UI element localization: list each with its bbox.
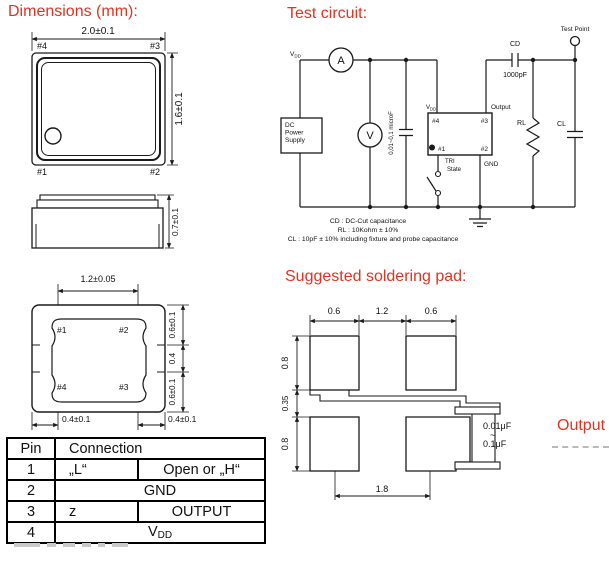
bottom-view-top-dim-label: 1.2±0.05 xyxy=(80,274,116,284)
gnd-label: GND xyxy=(484,161,499,168)
cap-value-line3: 0.1μF xyxy=(483,439,507,449)
pin2-connection: GND xyxy=(55,480,265,501)
tri-state-label-line2: State xyxy=(447,167,462,173)
output-dashed-line xyxy=(552,446,609,448)
pad-dim-top-mid: 1.2 xyxy=(375,306,389,316)
dut-pin4-label: #4 xyxy=(432,118,440,125)
pad-dim-left-top: 0.8 xyxy=(280,356,290,370)
pad-dim-top-right: 0.6 xyxy=(424,306,438,316)
note-rl: RL : 10Kohm ± 10% xyxy=(337,227,399,234)
tri-state-switch xyxy=(427,155,438,207)
dc-supply-line1: DC xyxy=(285,122,295,129)
table-row xyxy=(7,501,265,522)
pad-top-right xyxy=(406,336,456,390)
cap-value-line1: 0.01μF xyxy=(483,421,512,431)
top-view-height-label: 1.6±0.1 xyxy=(174,92,185,126)
dut-pin3-label: #3 xyxy=(480,118,488,125)
pin-number: 3 xyxy=(7,501,55,522)
top-view-width-label: 2.0±0.1 xyxy=(81,26,115,37)
dimensions-heading: Dimensions (mm): xyxy=(8,3,138,20)
pad-left-dimensions xyxy=(280,336,310,471)
output-cut-label: Output xyxy=(557,417,606,434)
bottom-dim-left-label: 0.4±0.1 xyxy=(62,414,91,424)
package-side-view-drawing xyxy=(8,188,208,258)
top-view-pin1-label: #1 xyxy=(37,167,48,177)
pad-top-dimensions xyxy=(310,306,456,335)
dc-supply-line2: Power xyxy=(285,129,304,137)
vdd-main: V xyxy=(147,524,158,540)
bottom-dim-right-label: 0.4±0.1 xyxy=(168,414,197,424)
cl-label: CL xyxy=(557,121,566,128)
dut-pin2-label: #2 xyxy=(480,146,488,153)
pin-number: 2 xyxy=(7,480,55,501)
switch-contact xyxy=(436,191,441,196)
output-label: Output xyxy=(491,104,511,111)
right-dim-mid-label: 0.4 xyxy=(168,352,177,365)
pad-dim-top-left: 0.6 xyxy=(327,306,341,316)
tri-state-label-line1: TRI xyxy=(445,159,455,165)
note-cl: CL : 10pF ± 10% including fixture and probe capacitance xyxy=(287,236,459,243)
test-circuit-heading: Test circuit: xyxy=(287,5,368,22)
bottom-view-bottom-dimensions xyxy=(32,412,197,430)
pad-dim-left-mid: 0.35 xyxy=(281,395,290,412)
table-header-row xyxy=(7,438,265,459)
dut-pin1-label: #1 xyxy=(438,146,446,153)
bypass-cap-label: 0,01~0,1 microF xyxy=(389,111,395,155)
cd-label: CD xyxy=(509,41,521,48)
pad-dim-left-bottom: 0.8 xyxy=(280,437,290,451)
bottom-view-pin3-label: #3 xyxy=(119,382,129,392)
test-circuit-schematic xyxy=(260,20,609,265)
pad-bottom-dimension xyxy=(335,471,430,500)
top-view-pin2-label: #2 xyxy=(149,167,160,177)
side-view-outline xyxy=(32,195,163,248)
bottom-view-right-dimensions xyxy=(167,305,189,412)
pin-header: Pin xyxy=(7,438,55,459)
pin-connection-table xyxy=(6,437,266,544)
pin1-dot xyxy=(429,145,435,151)
side-view-height-label: 0.7±0.1 xyxy=(170,207,180,237)
bottom-view-pin2-label: #2 xyxy=(119,325,129,335)
pin1-mark-circle xyxy=(45,128,61,144)
package-top-view-drawing xyxy=(8,22,208,182)
note-cd: CD : DC-Cut capacitance xyxy=(329,218,407,225)
test-point-label: Test Point xyxy=(560,26,590,33)
ground-symbol xyxy=(469,207,491,227)
test-point-terminal xyxy=(571,37,580,46)
soldering-pad-heading: Suggested soldering pad: xyxy=(285,268,467,285)
top-view-pin4-label: #4 xyxy=(37,41,48,51)
top-view-pin3-label: #3 xyxy=(149,41,160,51)
pin-number: 4 xyxy=(7,522,55,543)
pad-top-left xyxy=(310,336,359,390)
pad-bottom-left xyxy=(310,417,359,471)
vdd-dut-label: $V_{DD}$ xyxy=(426,105,437,112)
pads xyxy=(310,336,470,471)
pin1-connection: Open or „H“ xyxy=(138,459,265,480)
cap-value-line2: ~ xyxy=(490,430,496,440)
top-view-height-dimension xyxy=(167,53,185,165)
rl-resistor-symbol xyxy=(527,60,539,207)
cd-capacitor-symbol xyxy=(512,53,518,67)
pad-dim-bottom: 1.8 xyxy=(375,484,389,494)
package-bottom-view-drawing xyxy=(0,262,235,434)
pin3-state: z xyxy=(55,501,138,522)
ammeter-letter: A xyxy=(337,55,345,67)
connection-header: Connection xyxy=(55,438,265,459)
cd-value-label: 1000pF xyxy=(503,72,527,79)
pin3-connection: OUTPUT xyxy=(138,501,265,522)
pin-number: 1 xyxy=(7,459,55,480)
table-row xyxy=(7,480,265,501)
table-row xyxy=(7,459,265,480)
package-outline xyxy=(32,53,165,165)
cl-capacitor-symbol xyxy=(567,132,583,138)
bottom-view-pin4-label: #4 xyxy=(57,382,67,392)
right-dim-top-label: 0.6±0.1 xyxy=(168,311,177,339)
top-view-width-dimension xyxy=(32,26,165,51)
rl-label: RL xyxy=(517,120,526,127)
switch-contact xyxy=(436,172,441,177)
bottom-view-outline xyxy=(32,305,165,412)
vdd-left-label: $V_{DD}$ xyxy=(290,51,301,59)
soldering-pad-drawing xyxy=(280,295,530,510)
vdd-sub: DD xyxy=(157,530,173,541)
bypass-capacitor-symbol xyxy=(399,130,413,136)
connection-trace xyxy=(310,390,500,408)
voltmeter-letter: V xyxy=(366,130,374,142)
bottom-view-pin1-label: #1 xyxy=(57,325,67,335)
cut-off-text-fragment xyxy=(14,543,135,561)
pin4-connection xyxy=(55,522,265,543)
dc-supply-line3: Supply xyxy=(285,137,305,144)
right-dim-bottom-label: 0.6±0.1 xyxy=(168,378,177,406)
table-row xyxy=(7,522,265,543)
pin1-state: „L“ xyxy=(55,459,138,480)
